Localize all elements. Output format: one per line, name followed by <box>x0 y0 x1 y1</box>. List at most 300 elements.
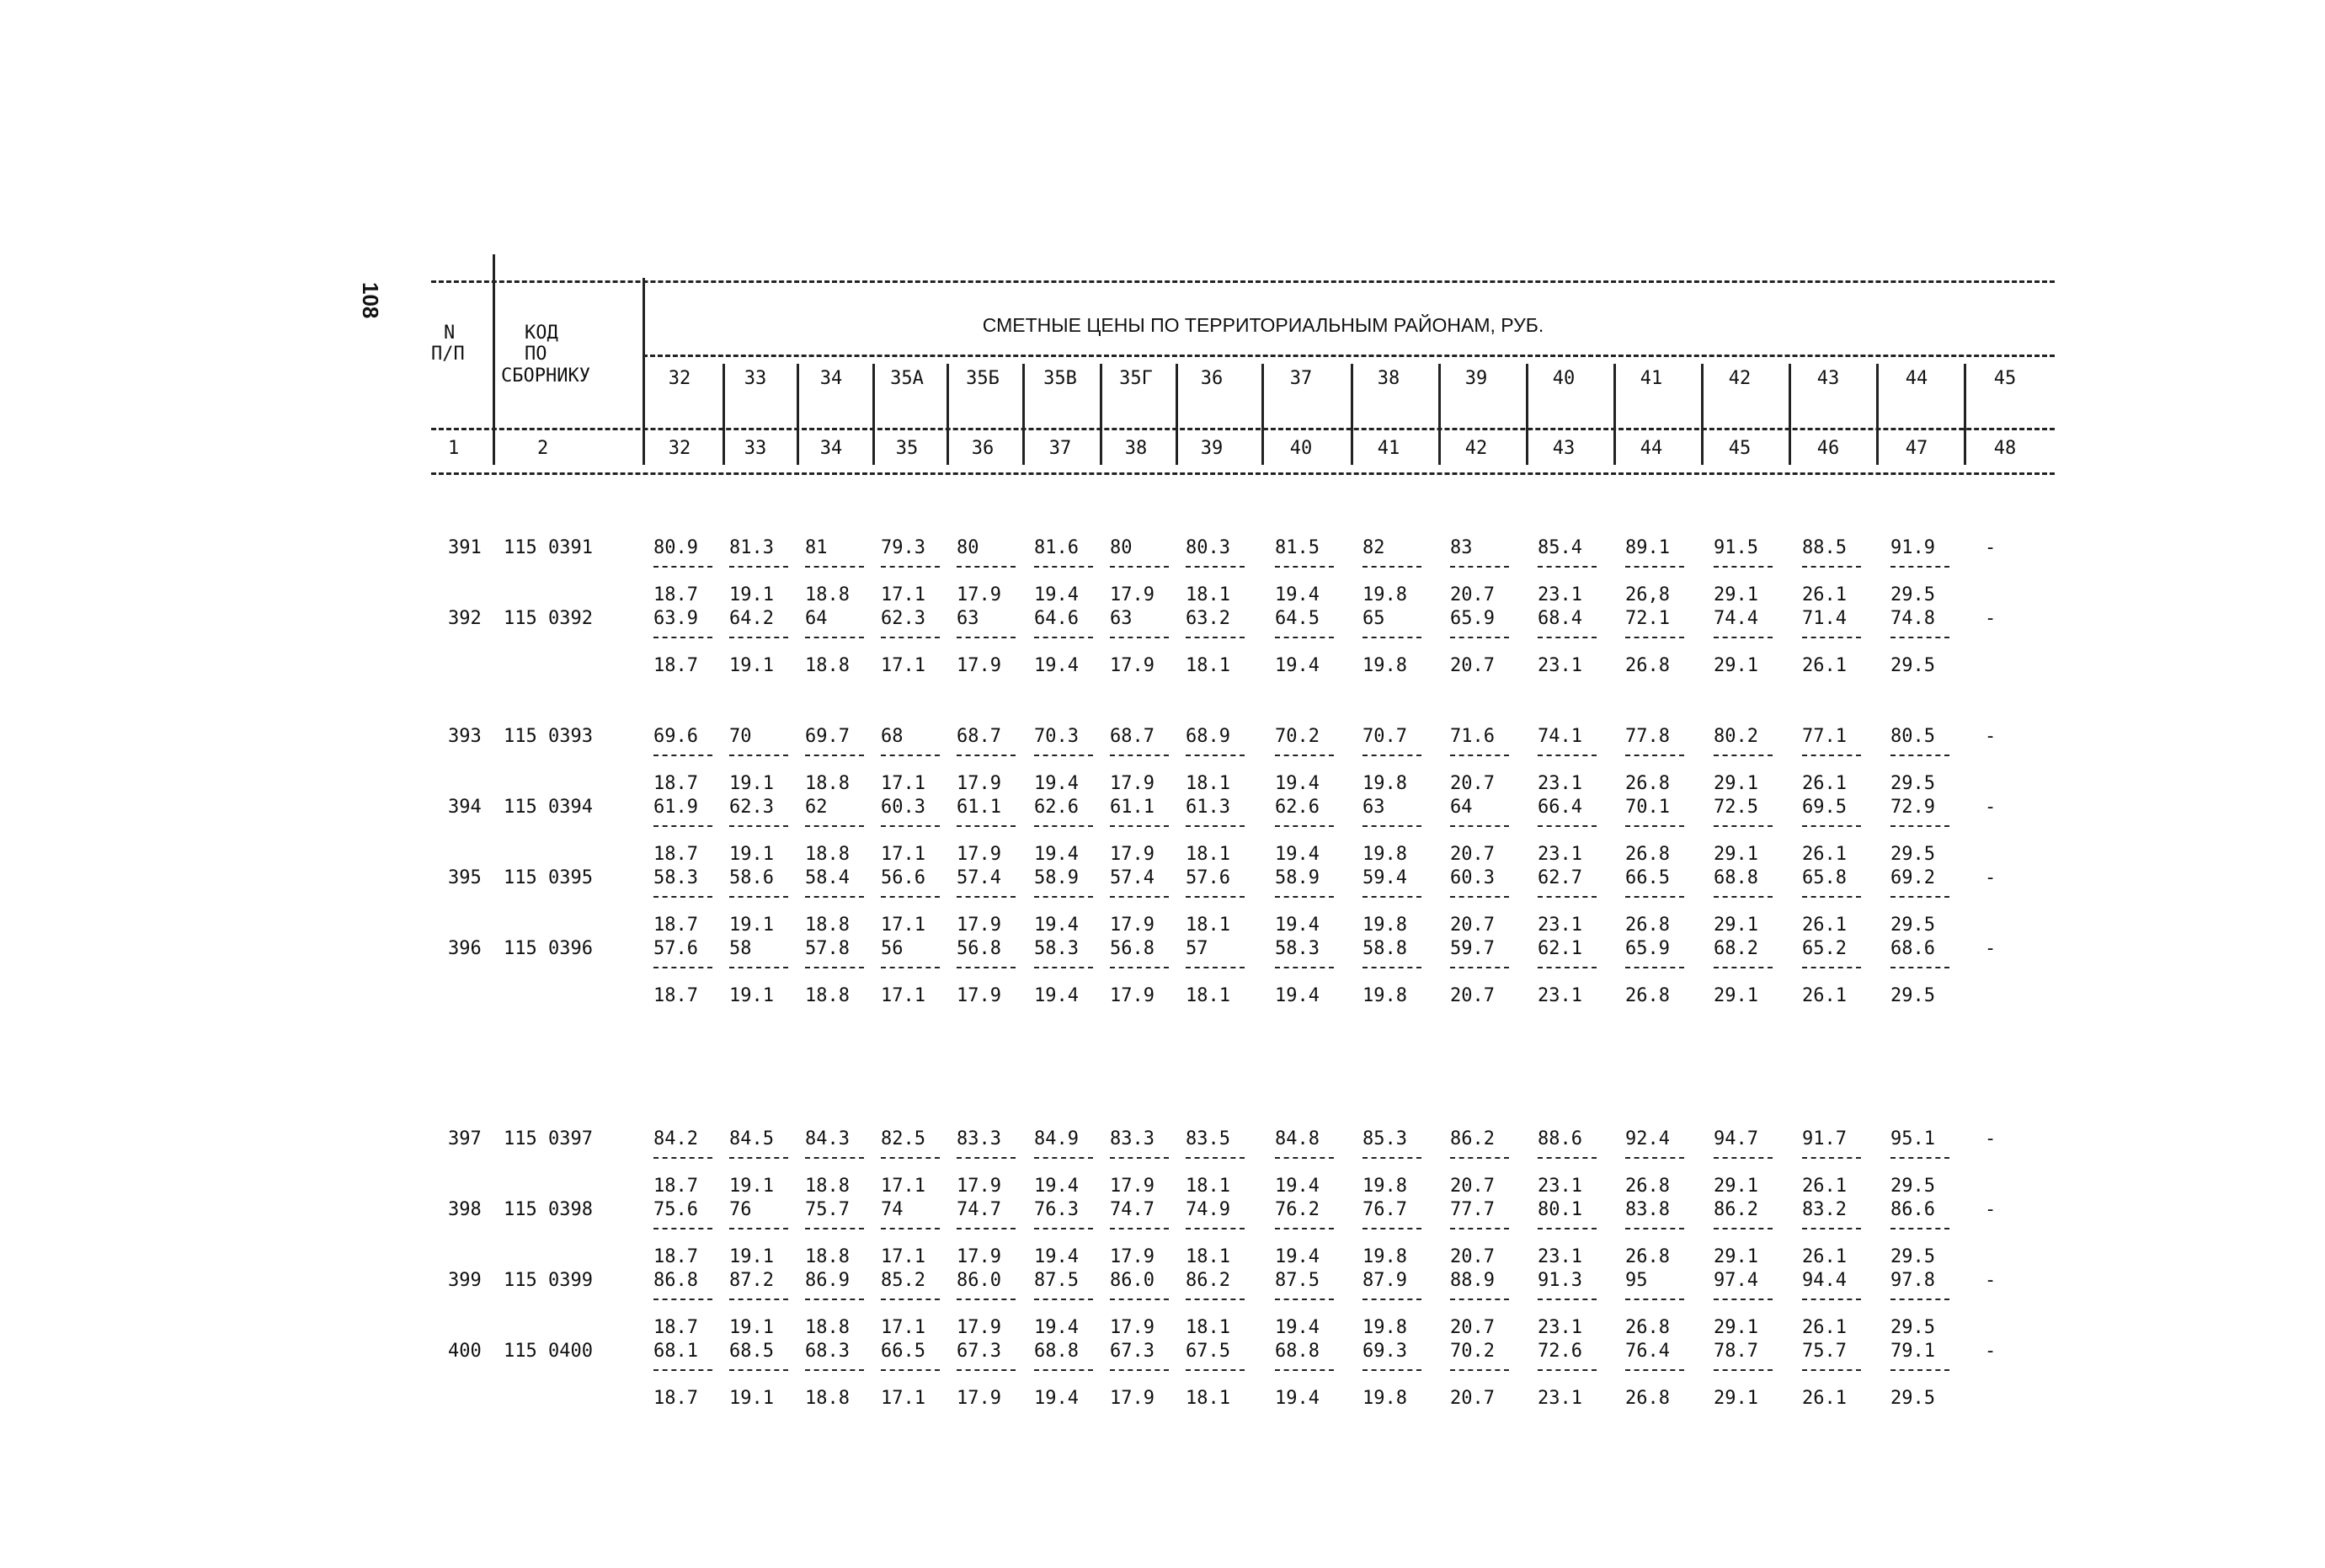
price-value: 91.7 <box>1802 1128 1847 1149</box>
wage-value: 18.8 <box>805 1388 850 1409</box>
fraction-bar <box>1538 1157 1597 1159</box>
fraction-bar <box>1362 637 1421 638</box>
row-number: 398 <box>448 1199 482 1220</box>
district-label: 38 <box>1377 368 1400 389</box>
wage-value: 29.5 <box>1890 1317 1935 1338</box>
wage-value: 26.8 <box>1625 773 1670 794</box>
fraction-bar <box>957 566 1016 568</box>
fraction-bar <box>1450 1228 1509 1229</box>
fraction-bar <box>1802 755 1861 756</box>
price-value: 62.7 <box>1538 867 1582 888</box>
fraction-bar <box>1802 825 1861 827</box>
fraction-bar <box>729 1228 788 1229</box>
price-value: 67.3 <box>1110 1341 1155 1362</box>
fraction-bar <box>1362 825 1421 827</box>
fraction-bar <box>1714 967 1773 968</box>
wage-value: 18.7 <box>653 1388 698 1409</box>
price-value: 61.1 <box>1110 797 1155 818</box>
fraction-bar <box>1890 1299 1949 1300</box>
col-45-value: - <box>1985 938 1997 959</box>
fraction-bar <box>1714 1369 1773 1371</box>
price-value: 60.3 <box>1450 867 1495 888</box>
header-po: ПО <box>525 344 547 365</box>
fraction-bar <box>1034 1228 1093 1229</box>
fraction-bar <box>729 637 788 638</box>
fraction-bar <box>1802 896 1861 898</box>
wage-value: 17.9 <box>1110 844 1155 865</box>
price-value: 80.3 <box>1186 537 1230 558</box>
wage-value: 17.1 <box>881 985 925 1006</box>
wage-value: 18.7 <box>653 1176 698 1197</box>
price-value: 77.7 <box>1450 1199 1495 1220</box>
price-value: 65 <box>1362 608 1385 629</box>
fraction-bar <box>1450 1369 1509 1371</box>
wage-value: 26.1 <box>1802 1388 1847 1409</box>
wage-value: 17.9 <box>1110 655 1155 676</box>
wage-value: 19.4 <box>1275 773 1320 794</box>
fraction-bar <box>1186 637 1245 638</box>
price-value: 69.5 <box>1802 797 1847 818</box>
fraction-bar <box>1034 637 1093 638</box>
row-number: 392 <box>448 608 482 629</box>
wage-value: 18.8 <box>805 655 850 676</box>
wage-value: 17.1 <box>881 1176 925 1197</box>
wage-value: 19.1 <box>729 1317 774 1338</box>
price-value: 86.9 <box>805 1270 850 1291</box>
district-label: 45 <box>1993 368 2017 389</box>
price-value: 59.4 <box>1362 867 1407 888</box>
wage-value: 19.4 <box>1275 584 1320 605</box>
wage-value: 18.7 <box>653 1246 698 1267</box>
col-45-value: - <box>1985 797 1997 818</box>
price-value: 92.4 <box>1625 1128 1670 1149</box>
col-number: 34 <box>819 438 843 459</box>
row-code: 115 0395 <box>504 867 593 888</box>
price-value: 83.5 <box>1186 1128 1230 1149</box>
wage-value: 20.7 <box>1450 773 1495 794</box>
header-np: П/П <box>431 344 465 365</box>
wage-value: 19.4 <box>1275 1317 1320 1338</box>
fraction-bar <box>1110 637 1169 638</box>
wage-value: 17.1 <box>881 655 925 676</box>
price-value: 85.2 <box>881 1270 925 1291</box>
wage-value: 29.1 <box>1714 1317 1758 1338</box>
price-value: 76.2 <box>1275 1199 1320 1220</box>
col-divider <box>1613 364 1616 465</box>
price-value: 70 <box>729 726 752 747</box>
price-value: 62.6 <box>1275 797 1320 818</box>
fraction-bar <box>1890 825 1949 827</box>
fraction-bar <box>653 896 712 898</box>
wage-value: 19.4 <box>1034 1246 1079 1267</box>
fraction-bar <box>805 1299 864 1300</box>
wage-value: 17.9 <box>957 655 1001 676</box>
wage-value: 19.4 <box>1275 1388 1320 1409</box>
wage-value: 17.9 <box>957 773 1001 794</box>
wage-value: 19.8 <box>1362 1317 1407 1338</box>
fraction-bar <box>1275 755 1334 756</box>
header-mid-rule <box>431 428 2055 430</box>
price-value: 74.4 <box>1714 608 1758 629</box>
fraction-bar <box>1802 637 1861 638</box>
wage-value: 18.7 <box>653 915 698 936</box>
wage-value: 18.1 <box>1186 584 1230 605</box>
wage-value: 23.1 <box>1538 773 1582 794</box>
price-value: 62.3 <box>729 797 774 818</box>
header-sborniku: СБОРНИКУ <box>501 365 590 387</box>
price-value: 80.1 <box>1538 1199 1582 1220</box>
wage-value: 17.9 <box>1110 1246 1155 1267</box>
wage-value: 17.9 <box>1110 915 1155 936</box>
price-value: 72.5 <box>1714 797 1758 818</box>
wage-value: 23.1 <box>1538 655 1582 676</box>
wage-value: 17.9 <box>1110 985 1155 1006</box>
price-value: 67.5 <box>1186 1341 1230 1362</box>
price-value: 63.2 <box>1186 608 1230 629</box>
price-value: 57.6 <box>1186 867 1230 888</box>
wage-value: 18.1 <box>1186 1388 1230 1409</box>
fraction-bar <box>1034 566 1093 568</box>
col-number: 39 <box>1200 438 1224 459</box>
price-value: 84.9 <box>1034 1128 1079 1149</box>
price-value: 80.5 <box>1890 726 1935 747</box>
fraction-bar <box>1275 967 1334 968</box>
price-value: 83.8 <box>1625 1199 1670 1220</box>
price-value: 86.2 <box>1450 1128 1495 1149</box>
col-45-value: - <box>1985 1199 1997 1220</box>
price-value: 84.8 <box>1275 1128 1320 1149</box>
wage-value: 17.1 <box>881 915 925 936</box>
wage-value: 19.4 <box>1034 1317 1079 1338</box>
price-value: 88.9 <box>1450 1270 1495 1291</box>
wage-value: 17.1 <box>881 773 925 794</box>
price-value: 58.3 <box>1034 938 1079 959</box>
price-value: 63.9 <box>653 608 698 629</box>
wage-value: 18.1 <box>1186 985 1230 1006</box>
fraction-bar <box>1890 1369 1949 1371</box>
fraction-bar <box>729 1157 788 1159</box>
wage-value: 19.8 <box>1362 584 1407 605</box>
fraction-bar <box>957 1157 1016 1159</box>
fraction-bar <box>881 637 940 638</box>
fraction-bar <box>1186 896 1245 898</box>
price-value: 65.9 <box>1625 938 1670 959</box>
fraction-bar <box>957 1228 1016 1229</box>
district-label: 35Б <box>966 368 1000 389</box>
price-value: 61.3 <box>1186 797 1230 818</box>
wage-value: 29.1 <box>1714 1176 1758 1197</box>
price-value: 56.8 <box>957 938 1001 959</box>
wage-value: 29.1 <box>1714 655 1758 676</box>
col-divider <box>1176 364 1178 465</box>
district-label: 35Г <box>1119 368 1153 389</box>
price-value: 77.8 <box>1625 726 1670 747</box>
wage-value: 29.1 <box>1714 985 1758 1006</box>
wage-value: 19.1 <box>729 655 774 676</box>
fraction-bar <box>1625 637 1684 638</box>
fraction-bar <box>1802 1157 1861 1159</box>
fraction-bar <box>1890 967 1949 968</box>
header-kod: КОД <box>525 323 558 344</box>
price-value: 62.3 <box>881 608 925 629</box>
price-value: 79.3 <box>881 537 925 558</box>
fraction-bar <box>1186 566 1245 568</box>
price-value: 97.4 <box>1714 1270 1758 1291</box>
col-45-value: - <box>1985 608 1997 629</box>
wage-value: 26.8 <box>1625 844 1670 865</box>
fraction-bar <box>729 967 788 968</box>
col-number: 43 <box>1552 438 1576 459</box>
wage-value: 20.7 <box>1450 1246 1495 1267</box>
wage-value: 17.9 <box>1110 1317 1155 1338</box>
district-label: 37 <box>1289 368 1313 389</box>
col-number: 36 <box>971 438 995 459</box>
fraction-bar <box>1450 1157 1509 1159</box>
wage-value: 23.1 <box>1538 844 1582 865</box>
fraction-bar <box>805 825 864 827</box>
fraction-bar <box>957 967 1016 968</box>
fraction-bar <box>1110 896 1169 898</box>
wage-value: 23.1 <box>1538 915 1582 936</box>
wage-value: 19.1 <box>729 584 774 605</box>
fraction-bar <box>1034 755 1093 756</box>
wage-value: 18.1 <box>1186 844 1230 865</box>
wage-value: 26.8 <box>1625 985 1670 1006</box>
fraction-bar <box>881 755 940 756</box>
price-value: 58.4 <box>805 867 850 888</box>
wage-value: 17.9 <box>957 844 1001 865</box>
wage-value: 29.5 <box>1890 1388 1935 1409</box>
price-value: 86.2 <box>1714 1199 1758 1220</box>
price-value: 70.1 <box>1625 797 1670 818</box>
wage-value: 26.8 <box>1625 915 1670 936</box>
row-number: 393 <box>448 726 482 747</box>
price-value: 76.3 <box>1034 1199 1079 1220</box>
wage-value: 29.1 <box>1714 584 1758 605</box>
wage-value: 17.9 <box>957 1317 1001 1338</box>
price-value: 88.5 <box>1802 537 1847 558</box>
fraction-bar <box>729 896 788 898</box>
fraction-bar <box>881 566 940 568</box>
row-code: 115 0394 <box>504 797 593 818</box>
fraction-bar <box>1275 1369 1334 1371</box>
wage-value: 20.7 <box>1450 584 1495 605</box>
fraction-bar <box>1625 566 1684 568</box>
district-label: 44 <box>1905 368 1928 389</box>
wage-value: 26.1 <box>1802 915 1847 936</box>
fraction-bar <box>1714 1228 1773 1229</box>
fraction-bar <box>1275 1228 1334 1229</box>
wage-value: 20.7 <box>1450 655 1495 676</box>
fraction-bar <box>1034 967 1093 968</box>
fraction-bar <box>1538 967 1597 968</box>
fraction-bar <box>653 825 712 827</box>
district-label: 33 <box>744 368 767 389</box>
header-top-rule <box>431 280 2055 283</box>
col-number: 33 <box>744 438 767 459</box>
price-value: 91.3 <box>1538 1270 1582 1291</box>
col-number: 35 <box>895 438 919 459</box>
fraction-bar <box>1362 967 1421 968</box>
wage-value: 26.1 <box>1802 1317 1847 1338</box>
price-value: 65.2 <box>1802 938 1847 959</box>
fraction-bar <box>729 755 788 756</box>
price-value: 69.2 <box>1890 867 1935 888</box>
fraction-bar <box>1890 566 1949 568</box>
fraction-bar <box>1450 1299 1509 1300</box>
wage-value: 23.1 <box>1538 1176 1582 1197</box>
fraction-bar <box>1802 1299 1861 1300</box>
price-value: 61.1 <box>957 797 1001 818</box>
fraction-bar <box>805 566 864 568</box>
wage-value: 17.1 <box>881 584 925 605</box>
price-value: 78.7 <box>1714 1341 1758 1362</box>
price-value: 68 <box>881 726 904 747</box>
price-value: 84.5 <box>729 1128 774 1149</box>
wage-value: 26.8 <box>1625 1388 1670 1409</box>
fraction-bar <box>1034 825 1093 827</box>
wage-value: 19.4 <box>1275 655 1320 676</box>
fraction-bar <box>957 637 1016 638</box>
col-divider <box>1789 364 1791 465</box>
price-value: 91.5 <box>1714 537 1758 558</box>
price-value: 63 <box>957 608 979 629</box>
fraction-bar <box>1034 1299 1093 1300</box>
price-value: 68.4 <box>1538 608 1582 629</box>
price-value: 81.3 <box>729 537 774 558</box>
fraction-bar <box>1450 967 1509 968</box>
wage-value: 17.9 <box>957 1176 1001 1197</box>
price-value: 58.3 <box>653 867 698 888</box>
fraction-bar <box>1110 755 1169 756</box>
fraction-bar <box>1186 755 1245 756</box>
price-value: 85.4 <box>1538 537 1582 558</box>
col-divider <box>797 364 799 465</box>
fraction-bar <box>1362 755 1421 756</box>
wage-value: 20.7 <box>1450 844 1495 865</box>
price-value: 88.6 <box>1538 1128 1582 1149</box>
wage-value: 18.8 <box>805 584 850 605</box>
price-value: 68.8 <box>1034 1341 1079 1362</box>
price-value: 84.2 <box>653 1128 698 1149</box>
wage-value: 18.1 <box>1186 1176 1230 1197</box>
fraction-bar <box>881 1299 940 1300</box>
price-value: 58.6 <box>729 867 774 888</box>
price-value: 62.6 <box>1034 797 1079 818</box>
district-label: 36 <box>1200 368 1224 389</box>
price-value: 95 <box>1625 1270 1648 1291</box>
price-value: 69.6 <box>653 726 698 747</box>
price-value: 81.5 <box>1275 537 1320 558</box>
col-divider <box>1022 364 1025 465</box>
price-value: 58.9 <box>1034 867 1079 888</box>
row-code: 115 0396 <box>504 938 593 959</box>
price-value: 83.2 <box>1802 1199 1847 1220</box>
price-value: 97.8 <box>1890 1270 1935 1291</box>
district-label: 39 <box>1464 368 1488 389</box>
fraction-bar <box>729 566 788 568</box>
fraction-bar <box>1275 566 1334 568</box>
fraction-bar <box>1802 1228 1861 1229</box>
col-number: 41 <box>1377 438 1400 459</box>
district-label: 35А <box>890 368 924 389</box>
wage-value: 18.8 <box>805 985 850 1006</box>
fraction-bar <box>1275 1299 1334 1300</box>
fraction-bar <box>1802 1369 1861 1371</box>
price-value: 68.6 <box>1890 938 1935 959</box>
price-value: 56.6 <box>881 867 925 888</box>
wage-value: 26.1 <box>1802 773 1847 794</box>
fraction-bar <box>1538 1369 1597 1371</box>
price-value: 75.7 <box>805 1199 850 1220</box>
fraction-bar <box>1625 1228 1684 1229</box>
row-number: 391 <box>448 537 482 558</box>
fraction-bar <box>1625 825 1684 827</box>
price-value: 86.2 <box>1186 1270 1230 1291</box>
wage-value: 19.8 <box>1362 773 1407 794</box>
col-divider <box>1964 364 1966 465</box>
wage-value: 19.8 <box>1362 1388 1407 1409</box>
wage-value: 19.8 <box>1362 844 1407 865</box>
wage-value: 17.1 <box>881 1388 925 1409</box>
row-code: 115 0392 <box>504 608 593 629</box>
wage-value: 18.8 <box>805 915 850 936</box>
fraction-bar <box>1186 1299 1245 1300</box>
wage-value: 17.9 <box>957 915 1001 936</box>
wage-value: 17.9 <box>1110 1176 1155 1197</box>
price-value: 70.2 <box>1450 1341 1495 1362</box>
fraction-bar <box>1714 825 1773 827</box>
page-number: 108 <box>358 282 383 319</box>
wage-value: 18.7 <box>653 1317 698 1338</box>
fraction-bar <box>1625 1157 1684 1159</box>
wage-value: 20.7 <box>1450 985 1495 1006</box>
wage-value: 19.1 <box>729 985 774 1006</box>
wage-value: 19.4 <box>1034 1388 1079 1409</box>
fraction-bar <box>1714 1157 1773 1159</box>
district-label: 34 <box>819 368 843 389</box>
col-divider <box>493 254 495 465</box>
price-value: 86.0 <box>1110 1270 1155 1291</box>
price-value: 80.2 <box>1714 726 1758 747</box>
wage-value: 17.9 <box>957 985 1001 1006</box>
fraction-bar <box>805 896 864 898</box>
price-value: 86.6 <box>1890 1199 1935 1220</box>
fraction-bar <box>881 1369 940 1371</box>
price-value: 70.7 <box>1362 726 1407 747</box>
price-value: 75.6 <box>653 1199 698 1220</box>
wage-value: 18.1 <box>1186 1317 1230 1338</box>
wage-value: 18.7 <box>653 844 698 865</box>
price-value: 68.3 <box>805 1341 850 1362</box>
fraction-bar <box>1538 825 1597 827</box>
wage-value: 19.4 <box>1275 915 1320 936</box>
fraction-bar <box>653 1228 712 1229</box>
wage-value: 19.4 <box>1034 584 1079 605</box>
fraction-bar <box>1186 1157 1245 1159</box>
fraction-bar <box>1714 755 1773 756</box>
fraction-bar <box>1714 1299 1773 1300</box>
wage-value: 19.8 <box>1362 1176 1407 1197</box>
fraction-bar <box>1890 896 1949 898</box>
price-value: 74.7 <box>1110 1199 1155 1220</box>
price-value: 74 <box>881 1199 904 1220</box>
wage-value: 19.1 <box>729 1388 774 1409</box>
col-divider <box>872 364 875 465</box>
col-number: 44 <box>1640 438 1663 459</box>
wage-value: 17.9 <box>1110 773 1155 794</box>
fraction-bar <box>729 1369 788 1371</box>
